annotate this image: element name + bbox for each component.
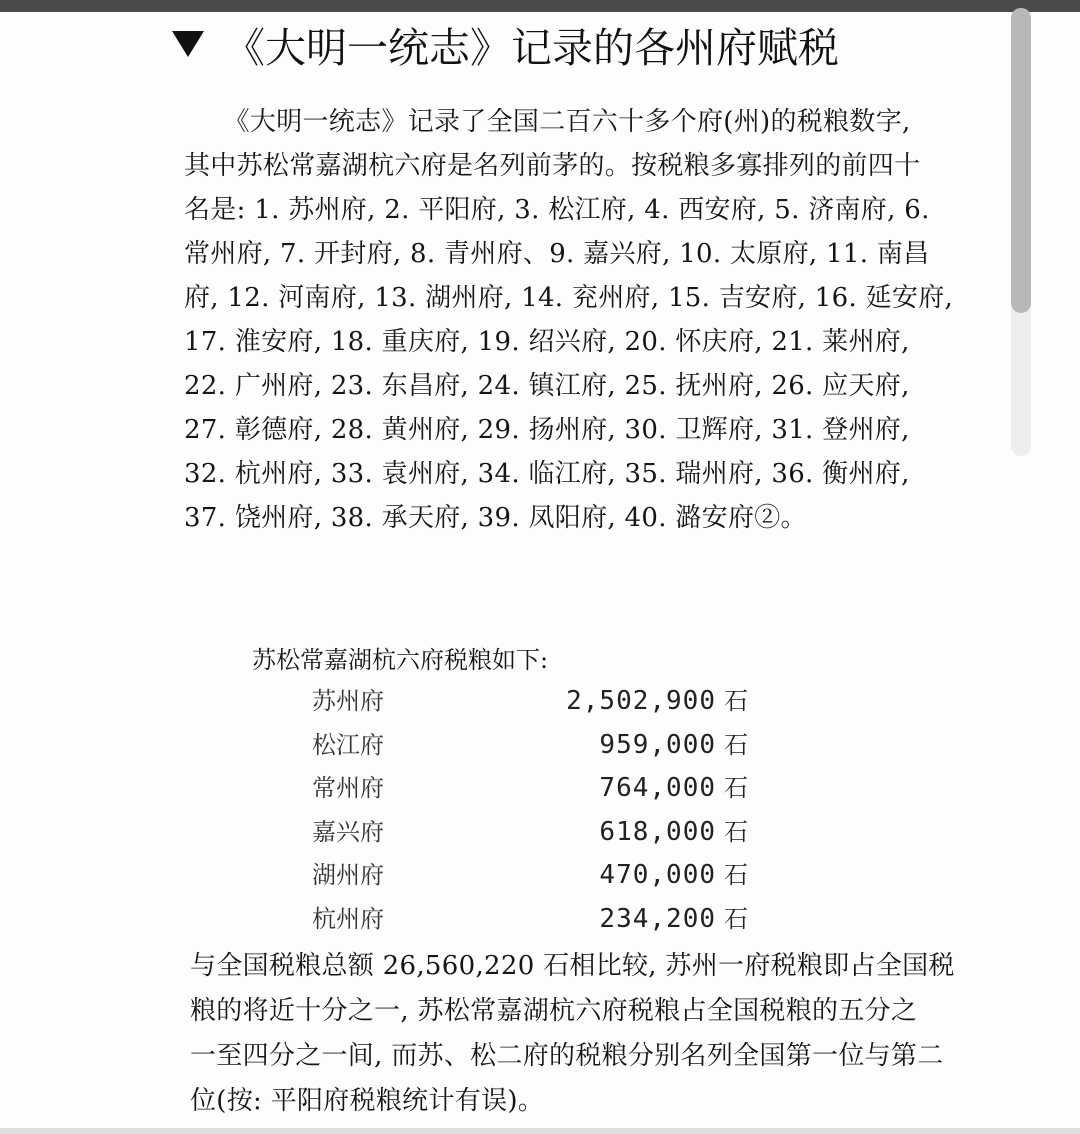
- scrollbar-thumb[interactable]: [1011, 8, 1031, 313]
- text-line: 一至四分之一间, 而苏、松二府的税粮分别名列全国第一位与第二: [190, 1041, 944, 1071]
- table-row: [312, 724, 752, 768]
- prefecture-name: 杭州府: [312, 904, 384, 933]
- text-line: 37. 饶州府, 38. 承天府, 39. 凤阳府, 40. 潞安府②。: [184, 503, 807, 533]
- prefecture-name: 苏州府: [312, 687, 384, 715]
- table-row: [312, 811, 752, 855]
- text-line: 粮的将近十分之一, 苏松常嘉湖杭六府税粮占全国税粮的五分之: [190, 996, 918, 1026]
- text-line: 22. 广州府, 23. 东昌府, 24. 镇江府, 25. 抚州府, 26. 应天府,: [184, 371, 910, 401]
- triangle-down-icon: [172, 31, 204, 57]
- text-line: 与全国税粮总额 26,560,220 石相比较, 苏州一府税粮即占全国税: [190, 951, 955, 981]
- text-line: 17. 淮安府, 18. 重庆府, 19. 绍兴府, 20. 怀庆府, 21. 莱州府,: [184, 327, 910, 357]
- tax-amount: 959,000: [599, 729, 716, 760]
- prefecture-name: 松江府: [312, 730, 384, 759]
- bottom-bar: [0, 1128, 1080, 1134]
- prefecture-name: 嘉兴府: [312, 817, 384, 846]
- tax-unit: 石: [724, 774, 748, 802]
- table-row: [312, 898, 752, 942]
- table-row: [312, 854, 752, 898]
- tax-amount: 2,502,900: [566, 686, 716, 716]
- comparison-paragraph: [190, 944, 1005, 1124]
- tax-amount: 234,200: [599, 903, 716, 934]
- intro-paragraph: [184, 100, 1006, 540]
- text-line: 27. 彰德府, 28. 黄州府, 29. 扬州府, 30. 卫辉府, 31. 登州府,: [184, 415, 910, 445]
- text-line: 府, 12. 河南府, 13. 湖州府, 14. 兖州府, 15. 吉安府, 16. 延安府,: [184, 283, 954, 313]
- text-line: 常州府, 7. 开封府, 8. 青州府、9. 嘉兴府, 10. 太原府, 11. 南昌: [184, 239, 930, 269]
- text-line: 其中苏松常嘉湖杭六府是名列前茅的。按税粮多寡排列的前四十: [184, 151, 921, 181]
- tax-amount: 618,000: [599, 816, 716, 847]
- tax-unit: 石: [724, 861, 748, 889]
- table-row: [312, 680, 752, 724]
- text-line: 32. 杭州府, 33. 袁州府, 34. 临江府, 35. 瑞州府, 36. 衡州府,: [184, 459, 910, 489]
- tax-amount: 470,000: [599, 860, 716, 890]
- tax-unit: 石: [724, 817, 748, 846]
- tax-unit: 石: [724, 904, 748, 933]
- tax-table-title: 苏松常嘉湖杭六府税粮如下:: [252, 646, 549, 674]
- text-line: 位(按: 平阳府税粮统计有误)。: [190, 1086, 545, 1116]
- page-title: [172, 14, 839, 74]
- tax-unit: 石: [724, 687, 748, 715]
- text-line: 名是: 1. 苏州府, 2. 平阳府, 3. 松江府, 4. 西安府, 5. 济南府, 6.: [184, 195, 930, 225]
- prefecture-name: 湖州府: [312, 861, 384, 889]
- tax-unit: 石: [724, 730, 748, 759]
- page-title-text: 《大明一统志》记录的各州府赋税: [224, 23, 839, 72]
- tax-table: [312, 680, 752, 941]
- table-row: [312, 767, 752, 811]
- tax-amount: 764,000: [599, 773, 716, 803]
- prefecture-name: 常州府: [312, 774, 384, 802]
- top-bar: [0, 0, 1080, 12]
- text-line: 《大明一统志》记录了全国二百六十多个府(州)的税粮数字,: [184, 107, 911, 137]
